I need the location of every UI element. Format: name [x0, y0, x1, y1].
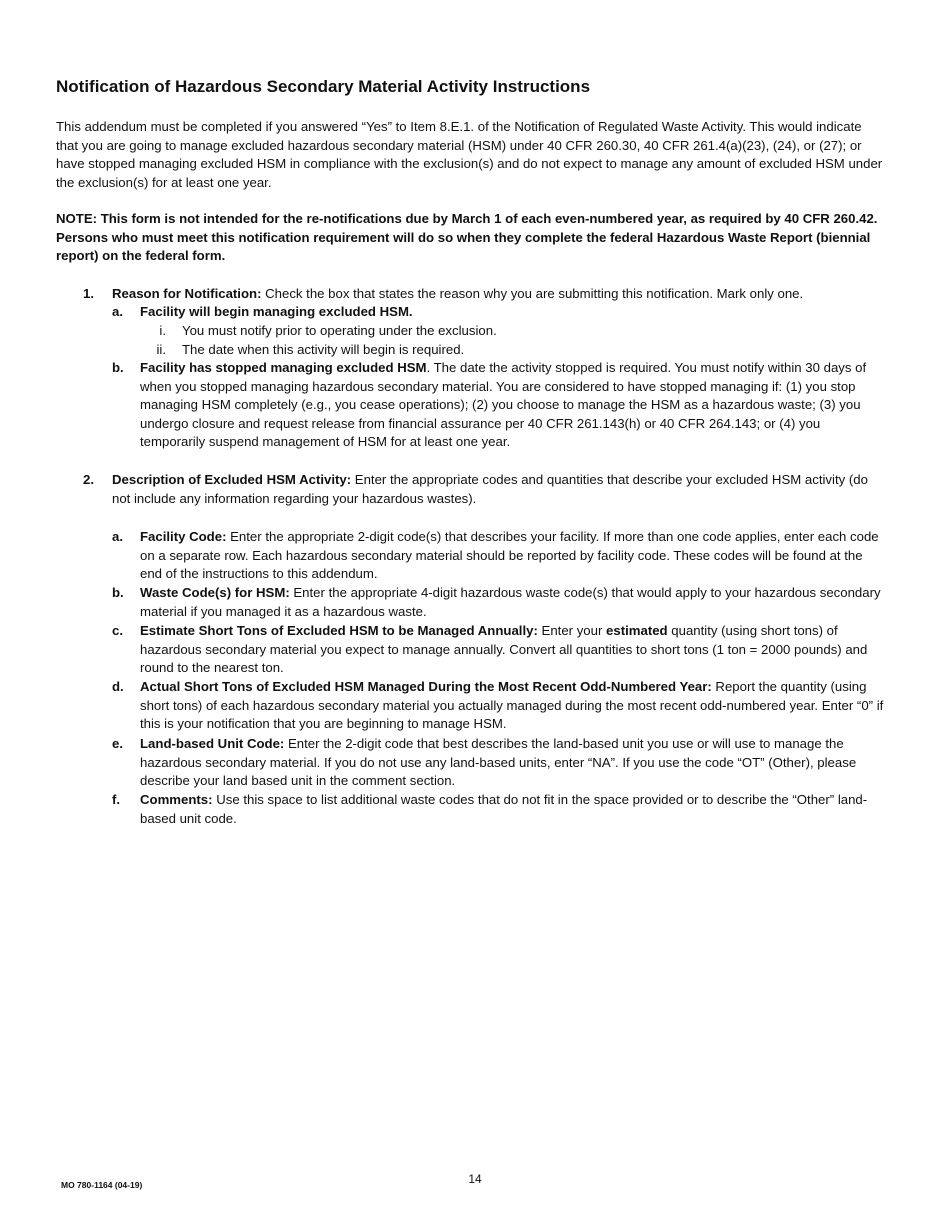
- item-2d-text: Report the quantity (using short tons) of each hazardous secondary material you actually managed during the most recent odd-numbered year. Enter “0” if this is your notification that you are beginning to manage HSM.: [140, 679, 884, 731]
- item-1a-letter: a.: [112, 304, 123, 319]
- item-1a-ii-number: ii.: [156, 342, 166, 357]
- item-2f-text: Use this space to list additional waste codes that do not fit in the space provided or to describe the “Other” land-based unit code.: [140, 792, 868, 826]
- item-1a-i-number: i.: [159, 323, 166, 338]
- item-2-heading: Description of Excluded HSM Activity:: [112, 472, 352, 487]
- item-2a-heading: Facility Code:: [140, 529, 227, 544]
- item-2c-letter: c.: [112, 623, 123, 638]
- item-2e-letter: e.: [112, 736, 123, 751]
- page-title: Notification of Hazardous Secondary Material Activity Instructions: [56, 77, 591, 96]
- item-2f-letter: f.: [112, 792, 121, 807]
- item-2d-letter: d.: [112, 679, 124, 694]
- item-2-body: [112, 471, 884, 508]
- item-2-number: 2.: [83, 472, 94, 487]
- item-1b-letter: b.: [112, 360, 124, 375]
- item-2b-text: Enter the appropriate 4-digit hazardous waste code(s) that would apply to your hazardous secondary material if you managed it as a hazardous waste.: [140, 585, 881, 619]
- item-2c-text-1: Enter your: [537, 623, 607, 638]
- item-1-heading: Reason for Notification:: [112, 286, 262, 301]
- item-1-body: [112, 285, 884, 304]
- item-1a-ii-text: The date when this activity will begin is required.: [182, 342, 465, 357]
- item-2a-letter: a.: [112, 529, 123, 544]
- intro-paragraph: This addendum must be completed if you answered “Yes” to Item 8.E.1. of the Notification of Regulated Waste Activity. This would indicate that you are going to manage excluded hazardous secondary material (HSM) under 40 CFR 260.30, 40 CFR 261.4(a)(23), (24), or (27); or have stopped managing excluded HSM in compliance with the exclusion(s) and do not expect to manage any amount of excluded HSM under the exclusion(s) for at least one year.: [56, 119, 883, 190]
- item-2f-heading: Comments:: [140, 792, 213, 807]
- item-1b-heading: Facility has stopped managing excluded HSM: [140, 360, 427, 375]
- item-2a-text: Enter the appropriate 2-digit code(s) that describes your facility. If more than one code applies, enter each code on a separate row. Each hazardous secondary material should be reported by facility code. These codes will be found at the end of the instructions to this addendum.: [140, 529, 879, 581]
- item-2e-heading: Land-based Unit Code:: [140, 736, 285, 751]
- item-2e-text: Enter the 2-digit code that best describes the land-based unit you use or will use to manage the hazardous secondary material. If you do not use any land-based units, enter “NA”. If you use the code “OT” (Other), please describe your land based unit in the comment section.: [140, 736, 857, 788]
- item-1-number: 1.: [83, 286, 94, 301]
- item-2c-emphasis: estimated: [606, 623, 668, 638]
- item-2c-heading: Estimate Short Tons of Excluded HSM to be Managed Annually:: [140, 623, 538, 638]
- item-2b-heading: Waste Code(s) for HSM:: [140, 585, 290, 600]
- item-2c-text-2: quantity (using short tons) of hazardous secondary material you expect to manage annually. Convert all quantities to short tons (1 ton = 2000 pounds) and round to the nearest ton.: [140, 623, 868, 675]
- item-1a-heading: Facility will begin managing excluded HSM.: [140, 304, 413, 319]
- item-1-text: Check the box that states the reason why you are submitting this notification. Mark only one.: [261, 286, 804, 301]
- item-1b-text: . The date the activity stopped is required. You must notify within 30 days of when you stopped managing hazardous secondary material. You are considered to have stopped managing if: (1) you stop managing HSM completely (e.g., you cease operations); (2) you choose to manage the HSM as a hazardous waste; (3) you undergo closure and request release from financial assurance per 40 CFR 261.143(h) or 40 CFR 264.143; or (4) you temporarily suspend management of HSM for at least one year.: [140, 360, 867, 449]
- note-paragraph: NOTE: This form is not intended for the re-notifications due by March 1 of each even-numbered year, as required by 40 CFR 260.42. Persons who must meet this notification requirement will do so when they complete the federal Hazardous Waste Report (biennial report) on the federal form.: [56, 211, 878, 263]
- item-2b-letter: b.: [112, 585, 124, 600]
- form-number: MO 780-1164 (04-19): [61, 1180, 143, 1190]
- page-number: 14: [468, 1172, 482, 1186]
- item-1a-i-text: You must notify prior to operating under the exclusion.: [182, 323, 497, 338]
- item-2-text: Enter the appropriate codes and quantities that describe your excluded HSM activity (do not include any information regarding your hazardous wastes).: [112, 472, 868, 506]
- item-2d-heading: Actual Short Tons of Excluded HSM Managed During the Most Recent Odd-Numbered Year:: [140, 679, 712, 694]
